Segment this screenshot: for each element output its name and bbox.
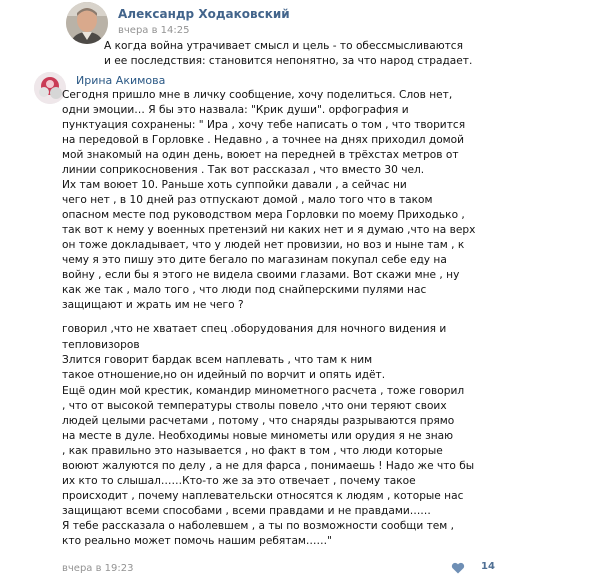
- comment-text-line: войну , если бы я этого не видела своими глазами. Вот скажи мне , ну: [62, 269, 460, 281]
- comment-text-line: такое отношение,но он идейный по ворчит и опять идёт.: [62, 369, 386, 381]
- heart-icon: [451, 562, 465, 574]
- comment-text-line: Их там воюет 10. Раньше хоть суппойки давали , а сейчас ни: [62, 179, 407, 191]
- comment-text-line: кто реально может помочь нашим ребятам……": [62, 535, 332, 547]
- comment-text-line: их кто то слышал……Кто-то же за это отвечает , почему такое: [62, 475, 416, 487]
- comment-text-line: Ещё один мой крестик, командир минометного расчета , тоже говорил: [62, 385, 465, 397]
- comment-text-line: чему я это пишу это дите бегало по магазинам покупал себе еду на: [62, 254, 447, 266]
- comment-text-line: защищают всеми способами , всеми правдами и не правдами……: [62, 505, 431, 517]
- comment-text-line: так вот к нему у военных претензий ни каких нет и я думаю ,что на верх: [62, 224, 476, 236]
- comment-text-line: Я тебе рассказала о наболевшем , а ты по возможности сообщи тем ,: [62, 520, 454, 532]
- comment-text-line: одни эмоции… Я бы это назвала: "Крик души". орфография и: [62, 104, 409, 116]
- comment-text-line: как же так , мало того , что люди под снайперскими пулями нас: [62, 284, 427, 296]
- comment-text-line: , как правильно это называется , но факт в том , что люди которые: [62, 445, 443, 457]
- post-text-line: А когда война утрачивает смысл и цель - то обессмысливаются: [104, 40, 463, 52]
- comment-text-line: на месте в дуле. Необходимы новые минометы или орудия я не знаю: [62, 430, 454, 442]
- comment-timestamp[interactable]: вчера в 19:23: [62, 563, 134, 574]
- post-author-name[interactable]: Александр Ходаковский: [118, 7, 290, 21]
- comment-text-line: пунктуация сохранены: " Ира , хочу тебе написать о том , что творится: [62, 119, 466, 131]
- post-timestamp[interactable]: вчера в 14:25: [118, 25, 190, 36]
- comment-text-line: линии соприкосновения . Так вот рассказал , что вместо 30 чел.: [62, 164, 425, 176]
- comment-text-line: говорил ,что не хватает спец .оборудования для ночного видения и: [62, 323, 447, 335]
- comment-text-line: мой знакомый на один день, воюет на передней в трёхстах метров от: [62, 149, 459, 161]
- comment-author-name[interactable]: Ирина Акимова: [76, 74, 166, 87]
- comment-text-line: тепловизоров: [62, 339, 140, 351]
- like-button[interactable]: [451, 561, 501, 575]
- author-photo: [66, 2, 108, 44]
- comment-text-line: чего нет , в 10 дней раз отпускают домой , мало того что в таком: [62, 194, 433, 206]
- post-text-line: и ее последствия: становится непонятно, за что народ страдает.: [104, 55, 473, 67]
- comment-text-line: Злится говорит бардак всем наплевать , что там к ним: [62, 354, 373, 366]
- comment-text-line: опасном месте под руководством мера Горловки по моему Приходько ,: [62, 209, 465, 221]
- like-count: 14: [481, 561, 495, 572]
- comment-text-line: воюют жалуются по делу , а не для фарса , понимаешь ! Надо же что бы: [62, 460, 475, 472]
- author-avatar[interactable]: [66, 2, 108, 44]
- comment-text-line: людей целыми расчетами , потому , что снаряды разрываются прямо: [62, 415, 455, 427]
- comment-text-line: он тоже докладывает, что у людей нет провизии, но воз и ныне там , к: [62, 239, 465, 251]
- comment-text-line: Сегодня пришло мне в личку сообщение, хочу поделиться. Слов нет,: [62, 89, 453, 101]
- comment-text-line: , что от высокой температуры стволы повело ,что они теряют своих: [62, 400, 447, 412]
- comment-text-line: происходит , почему наплевательски относятся к людям , которые нас: [62, 490, 464, 502]
- comment-text-line: на передовой в Горловке . Недавно , а точнее на днях приходил домой: [62, 134, 465, 146]
- comment-text-line: защищают и жрать им не чего ?: [62, 299, 244, 311]
